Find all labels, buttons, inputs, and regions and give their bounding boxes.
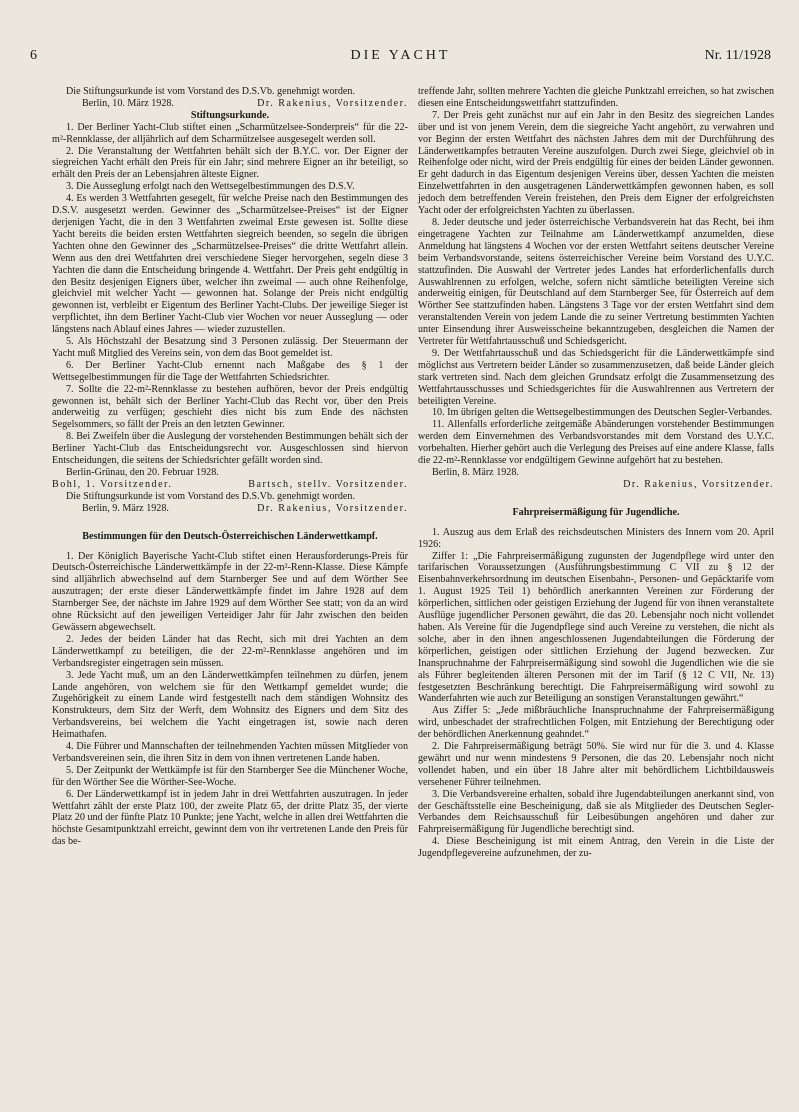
paragraph: 5. Als Höchstzahl der Besatzung sind 3 Personen zulässig. Der Steuermann der Yacht muß Mitglied des Vereins sein, von dem das Boot gemeldet ist. [52,336,408,359]
journal-title: DIE YACHT [350,48,451,63]
date-line: Berlin, 8. März 1928. [432,467,519,478]
paragraph: 1. Auszug aus dem Erlaß des reichsdeutschen Ministers des Innern vom 20. April 1926: [418,526,774,550]
paragraph: 10. Im übrigen gelten die Wettsegelbestimmungen des Deutschen Segler-Verbandes. [432,407,773,419]
signature: Dr. Rakenius, Vorsitzender. [623,478,774,490]
paragraph: 1. Der Königlich Bayerische Yacht-Club stiftet einen Herausforderungs-Preis für Deutsch-Österreichische Länderwettkämpfe in der 22-m²-Renn-Klasse. Diese Kämpfe sind alljährlich abwechselnd auf dem Starnberger See und auf dem Wörther See auszutragen; der erste dieser Länderwettkämpfe findet im Jahre 1928 auf dem Starnberger See, der nächste im Jahre 1929 auf dem Wörther See statt; von da an wird ohne Rücksicht auf den jeweiligen Verteidiger Jahr für Jahr zwischen den beiden Gewässern abgewechselt. [52,550,408,633]
paragraph: 2. Die Fahrpreisermäßigung beträgt 50%. Sie wird nur für die 3. und 4. Klasse gewährt und nur wenn mindestens 9 Personen, die das 20. Lebensjahr noch nicht vollendet haben, und ein über 18 Jahre alter mit behördlichem Lichtbildausweis versehener Führer teilnehmen. [418,741,774,788]
paragraph: 11. Allenfalls erforderliche zeitgemäße Abänderungen vorstehender Bestimmungen werden dem Einvernehmen des Verbandsvorstandes mit dem Vorstand des U.Y.C. vorbehalten. Hierher gehört auch die Verlegung des Preises auf eine andere Klasse, falls die 22-m²-Rennklasse vor endgültigem Gewinne aufgehört hat zu bestehen. [418,419,774,467]
paragraph: 2. Jedes der beiden Länder hat das Recht, sich mit drei Yachten an dem Länderwettkampf zu beteiligen, die der 22-m²-Rennklasse angehören und im Verbandsregister eingetragen sein müssen. [52,633,408,669]
paragraph: Aus Ziffer 5: „Jede mißbräuchliche Inanspruchnahme der Fahrpreisermäßigung wird, unbeschadet der strafrechtlichen Folgen, mit Entziehung der Berechtigung oder der behördlichen Anerkennung geahndet.“ [418,705,774,741]
paragraph: 2. Die Veranstaltung der Wettfahrten behält sich der B.Y.C. vor. Der Eigner der siegreichen Yacht erhält den Preis für ein Jahr; sind mehrere Eigner an ihr beteiligt, so erhält den Preis der an Lebensjahren älteste Eigner. [52,145,408,181]
paragraph: 3. Jede Yacht muß, um an den Länderwettkämpfen teilnehmen zu dürfen, jenem Lande angehören, von welchem sie für den Wettkampf gemeldet wurde; die Zugehörigkeit zu einem Lande wird festgestellt nach dem ständigen Wohnsitz des Konstrukteurs, dem Sitz der Werft, dem Wohnsitz des Eigners und dem Sitz des Verbandsvereins, bei welchem die Yacht eingetragen ist, sowie nach deren Heimathafen. [52,669,408,741]
section-heading: Fahrpreisermäßigung für Jugendliche. [512,506,680,518]
issue-number: Nr. 11/1928 [704,48,771,63]
signature: Berlin, 10. März 1928. Dr. Rakenius, Vorsitzender. [82,97,408,109]
paragraph: 1. Der Berliner Yacht-Club stiftet einen „Scharmützelsee-Sonderpreis“ für die 22-m²-Rennklasse, der alljährlich auf dem Scharmützelsee ausgesegelt werden soll. [52,121,408,145]
paragraph: 8. Bei Zweifeln über die Auslegung der vorstehenden Bestimmungen behält sich der Berliner Yacht-Club das Entscheidungsrecht vor. Ausgeschlossen sind hiervon Entscheidungen, die seitens der Schiedsrichter gefällt worden sind. [52,431,408,467]
signature: Bohl, 1. Vorsitzender. Bartsch, stellv. Vorsitzender. [52,478,408,490]
paragraph: treffende Jahr, sollten mehrere Yachten die gleiche Punktzahl erreichen, so hat zwischen diesen eine Entscheidungswettfahrt stattzufinden. [418,86,774,109]
left-column [52,86,408,848]
paragraph: 7. Der Preis geht zunächst nur auf ein Jahr in den Besitz des siegreichen Landes über und ist von jenem Verein, dem die siegreiche Yacht angehört, zu verwahren und vor Beginn der ersten Wettfahrt des nächsten Jahres dem mit der Durchführung des Länderwettkampfes betrauten Vereine auszufolgen. Durch zwei Siege, gleichviel ob in Reihenfolge oder nicht, wird der Preis endgültig für eines der beiden Länder gewonnen. Er geht dadurch in das Eigentum desjenigen Vereins über, dessen Yachten die meisten Einzelwettfahrten in den ausgetragenen Länderwettkämpfen gewonnen haben, es soll jedoch dem betreffenden Verein freistehen, den Preis dem Eigner der erfolgreichsten Yacht oder der erfolgreichsten Yachten zu überlassen. [418,109,774,217]
paragraph: Die Stiftungsurkunde ist vom Vorstand des D.S.Vb. genehmigt worden. [66,86,355,97]
date-line: Berlin-Grünau, den 20. Februar 1928. [66,467,219,478]
paragraph: 4. Die Führer und Mannschaften der teilnehmenden Yachten müssen Mitglieder von Verbandsvereinen sein, die ihren Sitz in dem von ihnen vertretenen Lande haben. [52,741,408,764]
page-number: 6 [30,48,37,63]
right-column [418,86,774,860]
paragraph: 4. Diese Bescheinigung ist mit einem Antrag, den Verein in die Liste der Jugendpflegevereine aufzunehmen, der zu- [418,836,774,860]
paragraph: 3. Die Ausseglung erfolgt nach den Wettsegelbestimmungen des D.S.V. [66,181,355,193]
section-heading: Bestimmungen für den Deutsch-Österreichischen Länderwettkampf. [82,530,378,542]
paragraph: 4. Es werden 3 Wettfahrten gesegelt, für welche Preise nach den Bestimmungen des D.S.V. ausgesetzt werden. Gewinner des „Scharmützelsee-Preises“ ist der Eigner derjenigen Yacht, die in den 3 Wettfahrten zweimal Erste gewesen ist. Sollte diese Yacht bereits die beiden ersten Wettfahrten siegreich beenden, so segeln die übrigen Yachten ohne den Gewinner des „Scharmützelsee-Preises“ die dritte Wettfahrt allein. Wenn aus den drei Wettfahrten drei verschiedene Sieger hervorgehen, segeln diese 3 Yachten die dann die Entscheidung bringende 4. Wettfahrt. Der Preis geht endgültig in den Besitz desjenigen Eigners über, welcher ihn zweimal — auch ohne Reihenfolge, gleichviel mit welcher Yacht — gewonnen hat. Solange der Preis nicht endgültig gewonnen ist, verbleibt er Eigentum des Berliner Yacht-Clubs. Der jeweilige Sieger ist verpflichtet, ihn dem Berliner Yacht-Club vier Wochen vor neuer Ausseglung — oder längstens nach Ablauf eines Jahres — wieder zuzustellen. [52,193,408,336]
paragraph: Die Stiftungsurkunde ist vom Vorstand des D.S.Vb. genehmigt worden. [66,490,355,502]
paragraph: 6. Der Länderwettkampf ist in jedem Jahr in drei Wettfahrten auszutragen. In jeder Wettfahrt zählt der erste Platz 100, der zweite Platz 65, der dritte Platz 35, der vierte Platz 20 und der fünfte Platz 10 Punkte; jene Yacht, welche in allen drei Wettfahrten die höchste Gesamtpunktzahl erreicht, gewinnt dem von ihr vertretenen Lande den Preis für das be- [52,788,408,848]
paragraph: 7. Sollte die 22-m²-Rennklasse zu bestehen aufhören, bevor der Preis endgültig gewonnen ist, behält sich der Berliner Yacht-Club das Recht vor, über den Preis anderweitig zu verfügen; geschieht dies nicht bis zum Ende des nächsten Segelsommers, so fällt der Preis an den letzten Gewinner. [52,383,408,431]
section-heading: Stiftungsurkunde. [190,109,270,121]
paragraph: Ziffer 1: „Die Fahrpreisermäßigung zugunsten der Jugendpflege wird unter den tarifarischen Voraussetzungen (Ausführungsbestimmung C VII zu § 12 der Eisenbahnverkehrsordnung im deutschen Eisenbahn-, Personen- und Gepäcktarife vom 1. August 1925 Teil 1) behördlich anerkannten Vereinen zur Förderung der körperlichen, sittlichen oder geistigen Erziehung der Jugend für von ihnen veranstaltete Ausflüge jugendlicher Personen gewährt, die das 20. Lebensjahr noch nicht vollendet haben. Als Vereine für die Jugendpflege sind auch Vereine zu verstehen, die nicht als solche, aber in den ihnen angeschlossenen Jugendabteilungen die Förderung der körperlichen, geistigen oder sittlichen Erziehung der Jugend bezwecken. Zur Inanspruchnahme der Fahrpreisermäßigung sind sowohl die Jugendlichen wie die sie als Führer begleitenden älteren Personen mit der im Tarif (§ 12 C VII, Nr. 13) festgesetzten Beschränkung berechtigt. Die Fahrpreisermäßigung wird sowohl zu Wanderfahrten wie auch zur Beteiligung an sonstigen Veranstaltungen gewährt.“ [418,550,774,705]
paragraph: 8. Jeder deutsche und jeder österreichische Verbandsverein hat das Recht, bei ihm eingetragene Yachten zur Teilnahme am Länderwettkampf anzumelden, diese Anmeldung hat längstens 4 Wochen vor der ersten Wettfahrt seitens deutscher Vereine beim Verbandsvorstande, seitens österreichischer Vereine beim Vorstand des U.Y.C. stattzufinden. Die Auswahl der Vertreter jedes Landes hat erforderlichenfalls durch Auswahlrennen zu erfolgen, welche, sofern nicht sämtliche beteiligten Vereine sich anderweitig einigen, für Deutschland auf dem Starnberger See, für Österreich auf dem Wörther See stattzufinden haben. Längstens 3 Tage vor der ersten Wettfahrt sind dem veranstaltenden Verein von jedem Lande die zu seiner Vertretung bestimmten Yachten unter Einsendung ihrer Ausweisscheine bekanntzugeben, desgleichen die Namen der Vertreter für Wettfahrtausschuß und Schiedsgericht. [418,216,774,348]
paragraph: 6. Der Berliner Yacht-Club ernennt nach Maßgabe des § 1 der Wettsegelbestimmungen für die Tage der Wettfahrten Schiedsrichter. [52,359,408,383]
signature: Berlin, 9. März 1928. Dr. Rakenius, Vorsitzender. [82,502,408,514]
paragraph: 9. Der Wettfahrtausschuß und das Schiedsgericht für die Länderwettkämpfe sind möglichst aus Vertretern beider Länder so zusammenzusetzen, daß beide Länder gleich stark vertreten sind. Nach dem gleichen Grundsatz erfolgt die Zusammensetzung des Wettfahrtausschusses und Schiedsgerichtes für die Auswahlrennen aus Vertretern der beteiligten Vereine. [418,347,774,407]
paragraph: 3. Die Verbandsvereine erhalten, sobald ihre Jugendabteilungen anerkannt sind, von der Geschäftsstelle eine Bescheinigung, daß sie als Mitglieder des Deutschen Segler-Verbandes dem Reichsausschuß für Leibesübungen angehören und daher zur Fahrpreisermäßigung für Jugendliche berechtigt sind. [418,788,774,836]
paragraph: 5. Der Zeitpunkt der Wettkämpfe ist für den Starnberger See die Münchener Woche, für den Wörther See die Wörther-See-Woche. [52,764,408,788]
page-header [30,48,771,68]
